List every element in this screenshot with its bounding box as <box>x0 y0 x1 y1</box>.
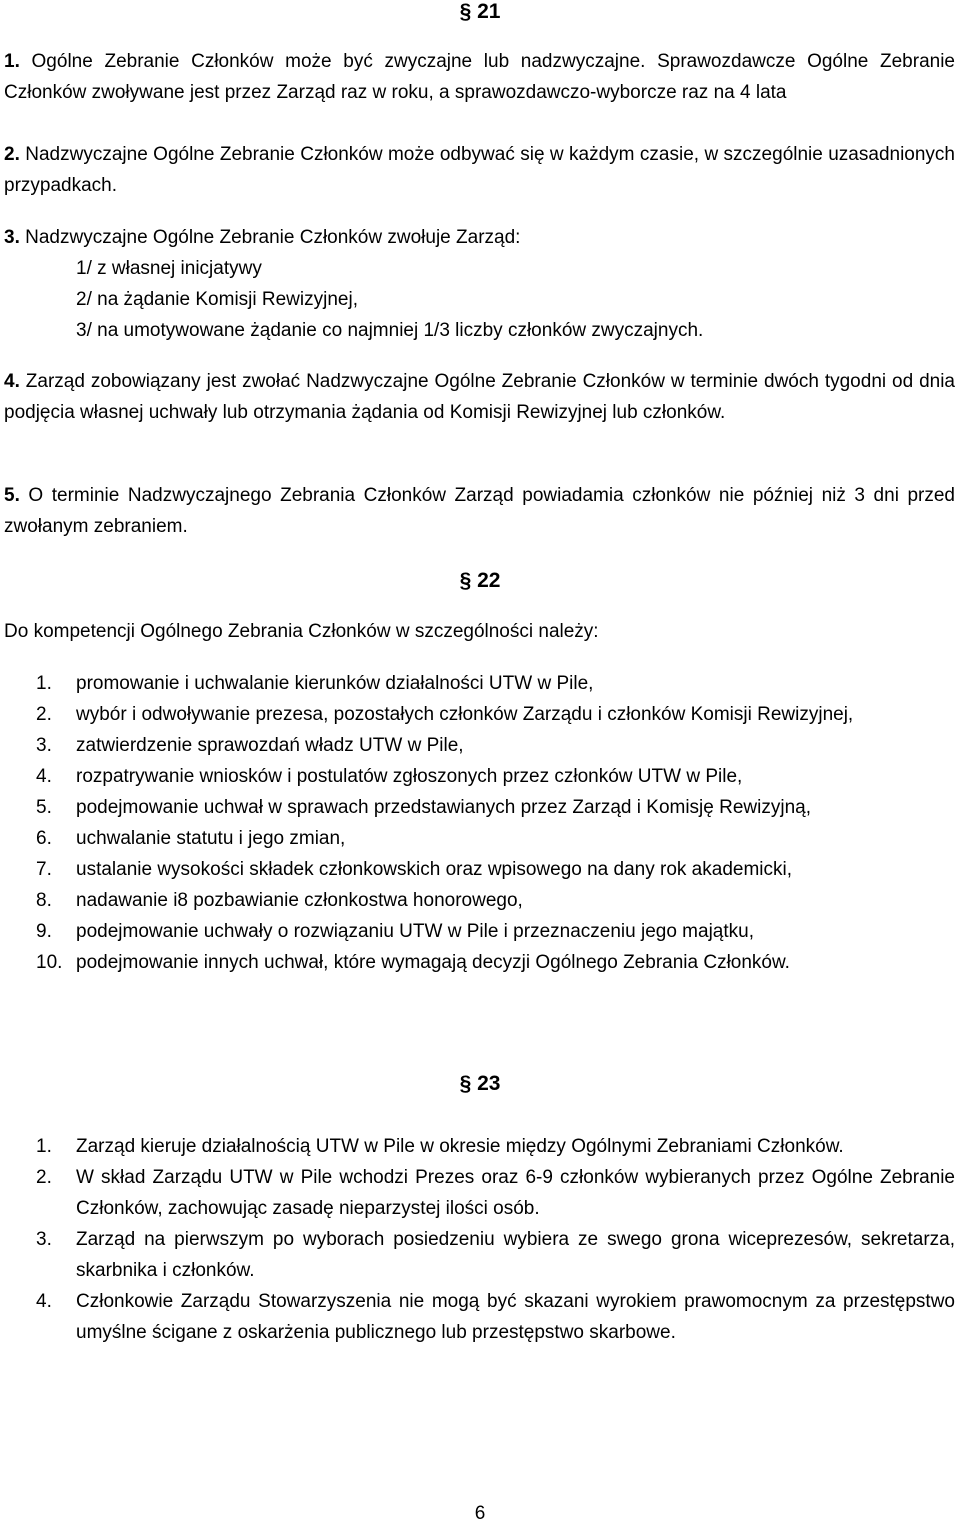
list-item-text: Członkowie Zarządu Stowarzyszenia nie mogą być skazani wyrokiem prawomocnym za przestępstwo umyślne ścigane z oskarżenia publicznego lub przestępstwo skarbowe. <box>76 1291 955 1343</box>
s21-p3-number: 3. <box>4 227 20 248</box>
list-item-text: wybór i odwoływanie prezesa, pozostałych członków Zarządu i członków Komisji Rewizyjnej, <box>76 704 854 725</box>
list-item <box>36 916 955 947</box>
s21-p1-text: Ogólne Zebranie Członków może być zwyczajne lub nadzwyczajne. Sprawozdawcze Ogólne Zebranie Członków zwoływane jest przez Zarząd raz w roku, a sprawozdawczo-wyborcze raz na 4 lata <box>4 51 955 103</box>
s21-p2-number: 2. <box>4 144 20 165</box>
list-item <box>36 668 955 699</box>
s21-paragraph-2 <box>4 139 955 201</box>
s21-paragraph-1 <box>4 46 955 108</box>
s21-p3-text: Nadzwyczajne Ogólne Zebranie Członków zwołuje Zarząd: <box>25 227 521 248</box>
list-item-number: 4. <box>36 766 52 787</box>
list-item <box>36 1224 955 1286</box>
list-item <box>36 1286 955 1348</box>
list-item <box>36 947 955 978</box>
list-item-number: 5. <box>36 797 52 818</box>
section-23-heading: § 23 <box>459 1072 501 1095</box>
section-21-heading: § 21 <box>459 0 501 23</box>
list-item-number: 6. <box>36 828 52 849</box>
list-item-number: 9. <box>36 921 52 942</box>
list-item <box>36 761 955 792</box>
s21-paragraph-5 <box>4 480 955 542</box>
list-item-number: 3. <box>36 1229 52 1250</box>
list-item-text: promowanie i uchwalanie kierunków działalności UTW w Pile, <box>76 673 594 694</box>
list-item <box>36 854 955 885</box>
s21-p2-text: Nadzwyczajne Ogólne Zebranie Członków może odbywać się w każdym czasie, w szczególnie uzasadnionych przypadkach. <box>4 144 955 196</box>
list-item-text: podejmowanie innych uchwał, które wymagają decyzji Ogólnego Zebrania Członków. <box>76 952 790 973</box>
s21-p5-text: O terminie Nadzwyczajnego Zebrania Członków Zarząd powiadamia członków nie później niż 3 dni przed zwołanym zebraniem. <box>4 485 955 537</box>
list-item-number: 7. <box>36 859 52 880</box>
section-22-heading: § 22 <box>459 569 501 592</box>
list-item-number: 2. <box>36 704 52 725</box>
s21-paragraph-4 <box>4 366 955 428</box>
s21-paragraph-3 <box>4 222 955 346</box>
s21-p3-item: 1/ z własnej inicjatywy <box>76 258 262 279</box>
list-item <box>36 792 955 823</box>
list-item-number: 10. <box>36 952 63 973</box>
s21-p3-item: 3/ na umotywowane żądanie co najmniej 1/3 liczby członków zwyczajnych. <box>76 320 704 341</box>
list-item <box>36 699 955 730</box>
s21-p5-number: 5. <box>4 485 20 506</box>
s21-p1-number: 1. <box>4 51 20 72</box>
list-item-text: W skład Zarządu UTW w Pile wchodzi Prezes oraz 6-9 członków wybieranych przez Ogólne Zebranie Członków, zachowując zasadę nieparzystej ilości osób. <box>76 1167 955 1219</box>
list-item-text: zatwierdzenie sprawozdań władz UTW w Pile, <box>76 735 464 756</box>
list-item-number: 8. <box>36 890 52 911</box>
list-item-number: 4. <box>36 1291 52 1312</box>
s23-list <box>36 1131 955 1348</box>
list-item-number: 2. <box>36 1167 52 1188</box>
page-number: 6 <box>474 1503 486 1524</box>
list-item <box>36 1162 955 1224</box>
list-item-text: ustalanie wysokości składek członkowskich oraz wpisowego na dany rok akademicki, <box>76 859 792 880</box>
list-item-number: 1. <box>36 673 52 694</box>
list-item-text: podejmowanie uchwał w sprawach przedstawianych przez Zarząd i Komisję Rewizyjną, <box>76 797 811 818</box>
s21-p3-item: 2/ na żądanie Komisji Rewizyjnej, <box>76 289 358 310</box>
s21-p4-text: Zarząd zobowiązany jest zwołać Nadzwyczajne Ogólne Zebranie Członków w terminie dwóch tygodni od dnia podjęcia własnej uchwały lub otrzymania żądania od Komisji Rewizyjnej lub członków. <box>4 371 956 423</box>
list-item <box>36 1131 955 1162</box>
list-item-number: 1. <box>36 1136 52 1157</box>
s21-p3-sublist <box>4 253 955 346</box>
list-item-text: rozpatrywanie wniosków i postulatów zgłoszonych przez członków UTW w Pile, <box>76 766 743 787</box>
s21-p4-number: 4. <box>4 371 20 392</box>
list-item-text: podejmowanie uchwały o rozwiązaniu UTW w Pile i przeznaczeniu jego majątku, <box>76 921 754 942</box>
list-item <box>36 730 955 761</box>
list-item <box>36 823 955 854</box>
list-item <box>36 885 955 916</box>
list-item-text: Zarząd na pierwszym po wyborach posiedzeniu wybiera ze swego grona wiceprezesów, sekretarza, skarbnika i członków. <box>76 1229 955 1281</box>
list-item-text: nadawanie i8 pozbawianie członkostwa honorowego, <box>76 890 523 911</box>
list-item-text: uchwalanie statutu i jego zmian, <box>76 828 346 849</box>
list-item-number: 3. <box>36 735 52 756</box>
s22-competence-list <box>36 668 955 978</box>
s22-intro: Do kompetencji Ogólnego Zebrania Członków w szczególności należy: <box>4 621 599 642</box>
list-item-text: Zarząd kieruje działalnością UTW w Pile w okresie między Ogólnymi Zebraniami Członków. <box>76 1136 844 1157</box>
